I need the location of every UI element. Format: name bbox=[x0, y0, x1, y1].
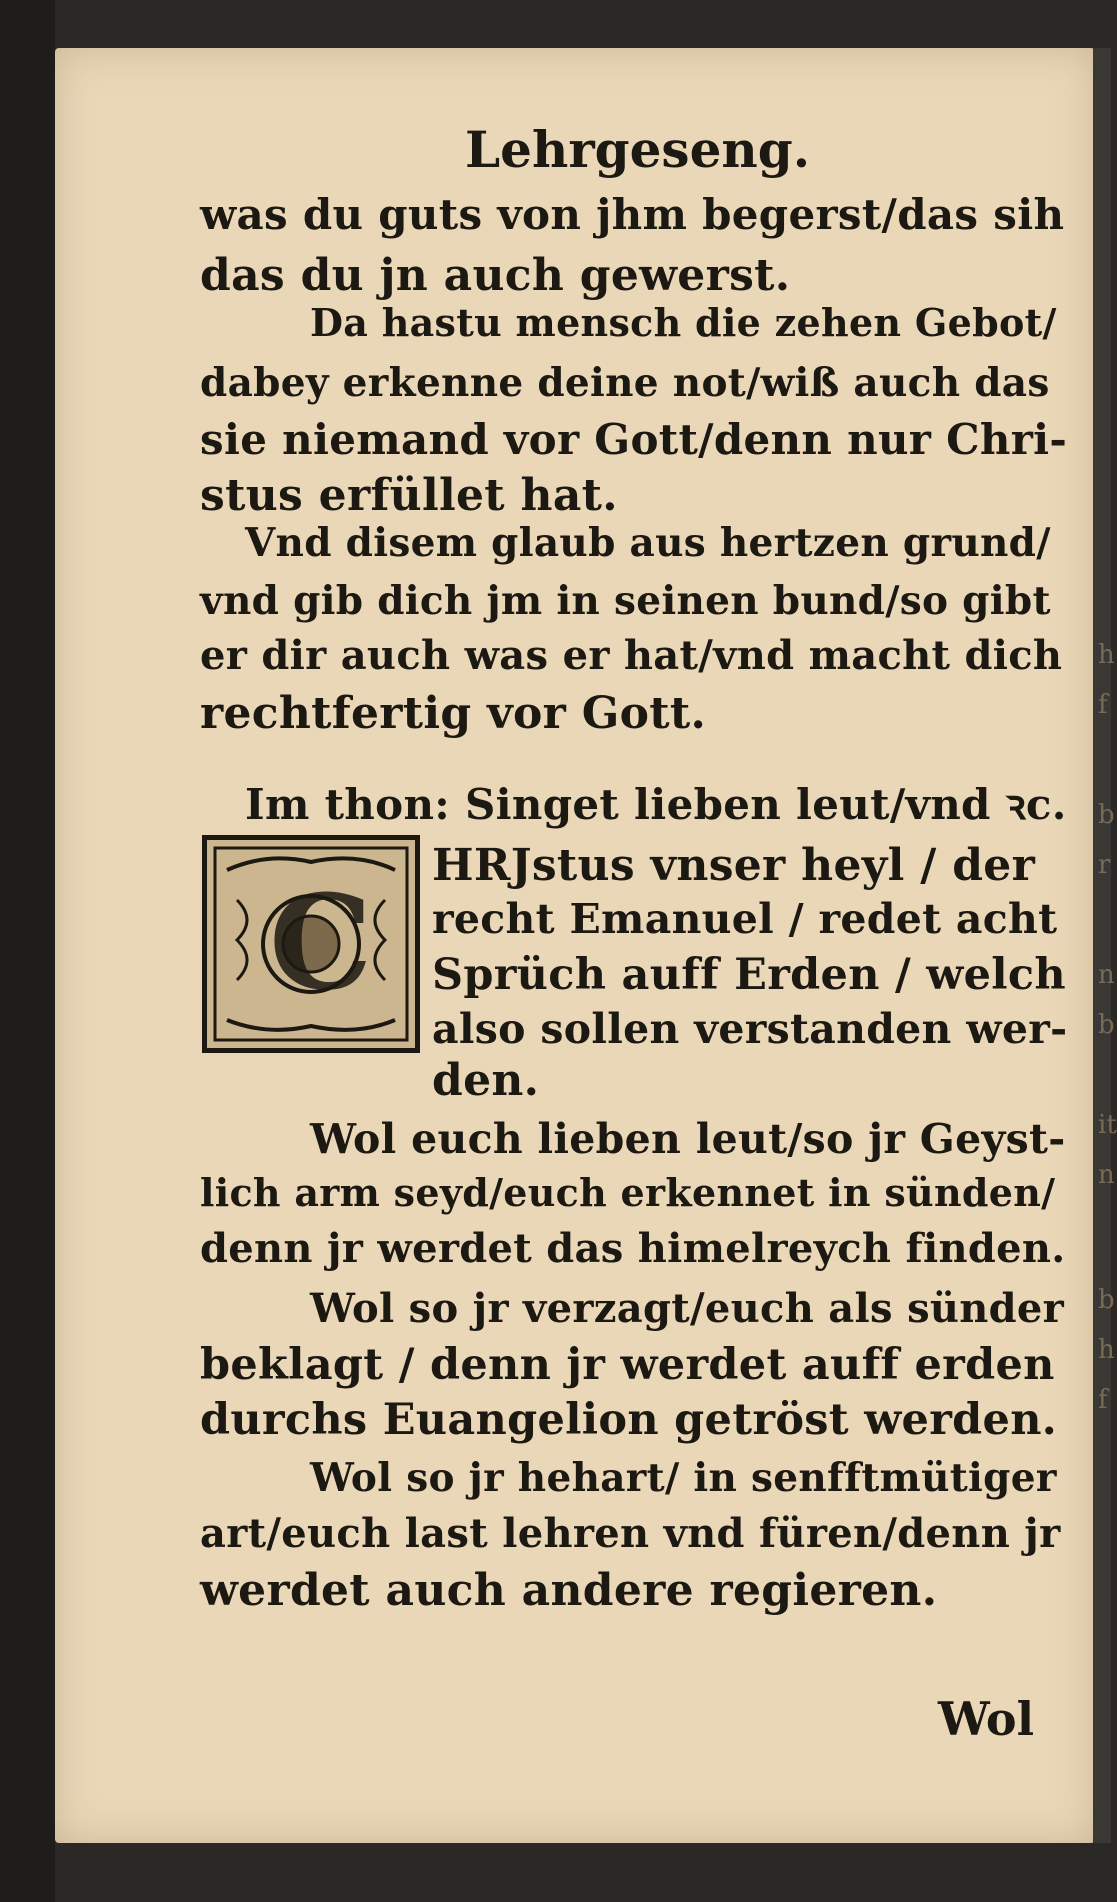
edge-fragment: b bbox=[1098, 800, 1115, 830]
edge-fragment: n bbox=[1098, 960, 1115, 990]
text-line: beklagt / denn jr werdet auff erden bbox=[200, 1340, 1055, 1390]
edge-fragment: n bbox=[1098, 1160, 1115, 1190]
text-line: art/euch last lehren vnd füren/denn jr bbox=[200, 1510, 1061, 1557]
text-line: recht Emanuel / redet acht bbox=[432, 895, 1058, 943]
text-line: den. bbox=[432, 1055, 540, 1106]
text-line: werdet auch andere regieren. bbox=[200, 1565, 938, 1616]
text-line: denn jr werdet das himelreych finden. bbox=[200, 1225, 1066, 1272]
text-line: das du jn auch gewerst. bbox=[200, 250, 791, 301]
text-line: HRJstus vnser heyl / der bbox=[432, 840, 1036, 891]
text-line: er dir auch was er hat/vnd macht dich bbox=[200, 632, 1063, 679]
catchword: Wol bbox=[938, 1692, 1035, 1746]
edge-fragment: f bbox=[1098, 690, 1108, 720]
left-margin-dark bbox=[0, 0, 55, 1902]
text-line: dabey erkenne deine not/wiß auch das bbox=[200, 360, 1050, 406]
ornament-initial-c-icon bbox=[207, 840, 415, 1048]
edge-fragment: b bbox=[1098, 1010, 1115, 1040]
text-line: Wol so jr hehart/ in senfftmütiger bbox=[310, 1455, 1057, 1501]
text-line: was du guts von jhm begerst/das sih bbox=[200, 190, 1065, 239]
text-line: Wol so jr verzagt/euch als sünder bbox=[310, 1285, 1065, 1332]
edge-fragment: b bbox=[1098, 1285, 1115, 1315]
text-line: lich arm seyd/euch erkennet in sünden/ bbox=[200, 1170, 1056, 1215]
text-line: Da hastu mensch die zehen Gebot/ bbox=[310, 300, 1057, 345]
text-line: Sprüch auff Erden / welch bbox=[432, 950, 1066, 1000]
page-title: Lehrgeseng. bbox=[465, 120, 811, 179]
edge-fragment: h bbox=[1098, 1335, 1115, 1365]
tune-heading: Im thon: Singet lieben leut/vnd ꝛc. bbox=[245, 780, 1067, 829]
edge-fragment: f bbox=[1098, 1385, 1108, 1415]
edge-fragment: it bbox=[1098, 1110, 1117, 1140]
svg-text:C: C bbox=[269, 866, 373, 1019]
text-line: vnd gib dich jm in seinen bund/so gibt bbox=[200, 578, 1051, 624]
edge-fragment: r bbox=[1098, 850, 1111, 880]
facing-page-edge bbox=[1093, 48, 1111, 1843]
text-line: stus erfüllet hat. bbox=[200, 470, 618, 521]
text-line: sie niemand vor Gott/denn nur Chri- bbox=[200, 415, 1068, 464]
text-line: durchs Euangelion getröst werden. bbox=[200, 1395, 1058, 1445]
decorated-initial bbox=[202, 835, 420, 1053]
text-line: Wol euch lieben leut/so jr Geyst- bbox=[310, 1115, 1066, 1163]
text-line: also sollen verstanden wer- bbox=[432, 1005, 1068, 1053]
text-line: rechtfertig vor Gott. bbox=[200, 688, 707, 739]
text-line: Vnd disem glaub aus hertzen grund/ bbox=[245, 520, 1051, 566]
edge-fragment: h bbox=[1098, 640, 1115, 670]
